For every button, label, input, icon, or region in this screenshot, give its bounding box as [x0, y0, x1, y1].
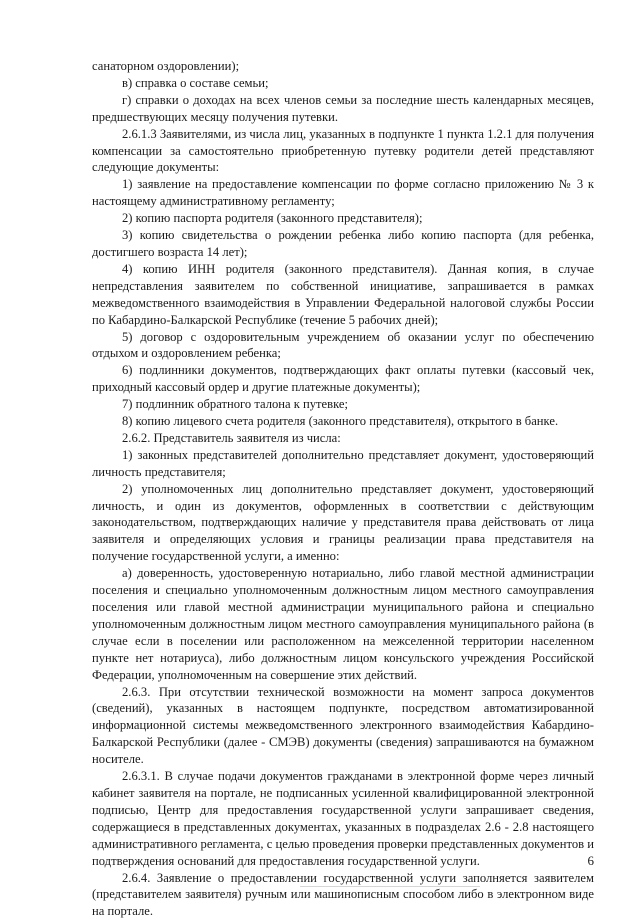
paragraph: 2) уполномоченных лиц дополнительно представляет документ, удостоверяющий личность, и один из документов, оформленных в соответствии с действующим законодательством, подтверждающих наличие у представителя права действовать от лица заявителя и определяющих условия и границы реализации права представителя на получение государственной услуги, а именно: [92, 481, 594, 566]
paragraph: 2.6.3.1. В случае подачи документов гражданами в электронной форме через личный кабинет заявителя на портале, не подписанных усиленной квалифицированной электронной подписью, Центр для предоставления государственной услуги запрашивает сведения, содержащиеся в представленных документах, указанных в подразделах 2.6 - 2.8 настоящего административного регламента, с целью проведения проверки представленных документов и подтверждения оснований для предоставления государственной услуги. [92, 768, 594, 869]
paragraph: 2.6.4. Заявление о предоставлении государственной услуги заполняется заявителем (представителем заявителя) ручным или машинописным способом либо в электронном виде на портале. [92, 870, 594, 920]
paragraph: 3) копию свидетельства о рождении ребенка либо копию паспорта (для ребенка, достигшего возраста 14 лет); [92, 227, 594, 261]
paragraph: 2.6.2. Представитель заявителя из числа: [92, 430, 594, 447]
paragraph: 1) законных представителей дополнительно представляет документ, удостоверяющий личность представителя; [92, 447, 594, 481]
paragraph: 7) подлинник обратного талона к путевке; [92, 396, 594, 413]
paragraph: 5) договор с оздоровительным учреждением об оказании услуг по обеспечению отдыхом и оздоровлением ребенка; [92, 329, 594, 363]
paragraph: 2.6.3. При отсутствии технической возможности на момент запроса документов (сведений), указанных в настоящем подпункте, посредством автоматизированной информационной системы межведомственного электронного взаимодействия Кабардино-Балкарской Республики (далее - СМЭВ) документы (сведения) запрашиваются на бумажном носителе. [92, 684, 594, 769]
paragraph: г) справки о доходах на всех членов семьи за последние шесть календарных месяцев, предшествующих месяцу получения путевки. [92, 92, 594, 126]
page-number: 6 [588, 853, 595, 869]
paragraph: 2.6.1.3 Заявителями, из числа лиц, указанных в подпункте 1 пункта 1.2.1 для получения компенсации за самостоятельно приобретенную путевку родители детей представляют следующие документы: [92, 126, 594, 177]
paragraph: 6) подлинники документов, подтверждающих факт оплаты путевки (кассовый чек, приходный кассовый ордер и другие платежные документы); [92, 362, 594, 396]
paragraph: санаторном оздоровлении); [92, 58, 594, 75]
paragraph: 1) заявление на предоставление компенсации по форме согласно приложению № 3 к настоящему административному регламенту; [92, 176, 594, 210]
document-body [92, 58, 594, 920]
scan-artifact-line [300, 886, 480, 887]
paragraph: 4) копию ИНН родителя (законного представителя). Данная копия, в случае непредставления заявителем по собственной инициативе, запрашивается в рамках межведомственного взаимодействия в Управлении Федеральной налоговой службы России по Кабардино-Балкарской Республике (течение 5 рабочих дней); [92, 261, 594, 329]
paragraph: а) доверенность, удостоверенную нотариально, либо главой местной администрации поселения и специально уполномоченным должностным лицом местного самоуправления поселения или главой местной администрации муниципального района и специально уполномоченным должностным лицом местного самоуправления муниципального района (в случае если в поселении или расположенном на межселенной территории населенном пункте нет нотариуса), либо должностным лицом консульского учреждения Российской Федерации, уполномоченным на совершение этих действий. [92, 565, 594, 683]
paragraph: 2) копию паспорта родителя (законного представителя); [92, 210, 594, 227]
paragraph: в) справка о составе семьи; [92, 75, 594, 92]
paragraph: 8) копию лицевого счета родителя (законного представителя), открытого в банке. [92, 413, 594, 430]
